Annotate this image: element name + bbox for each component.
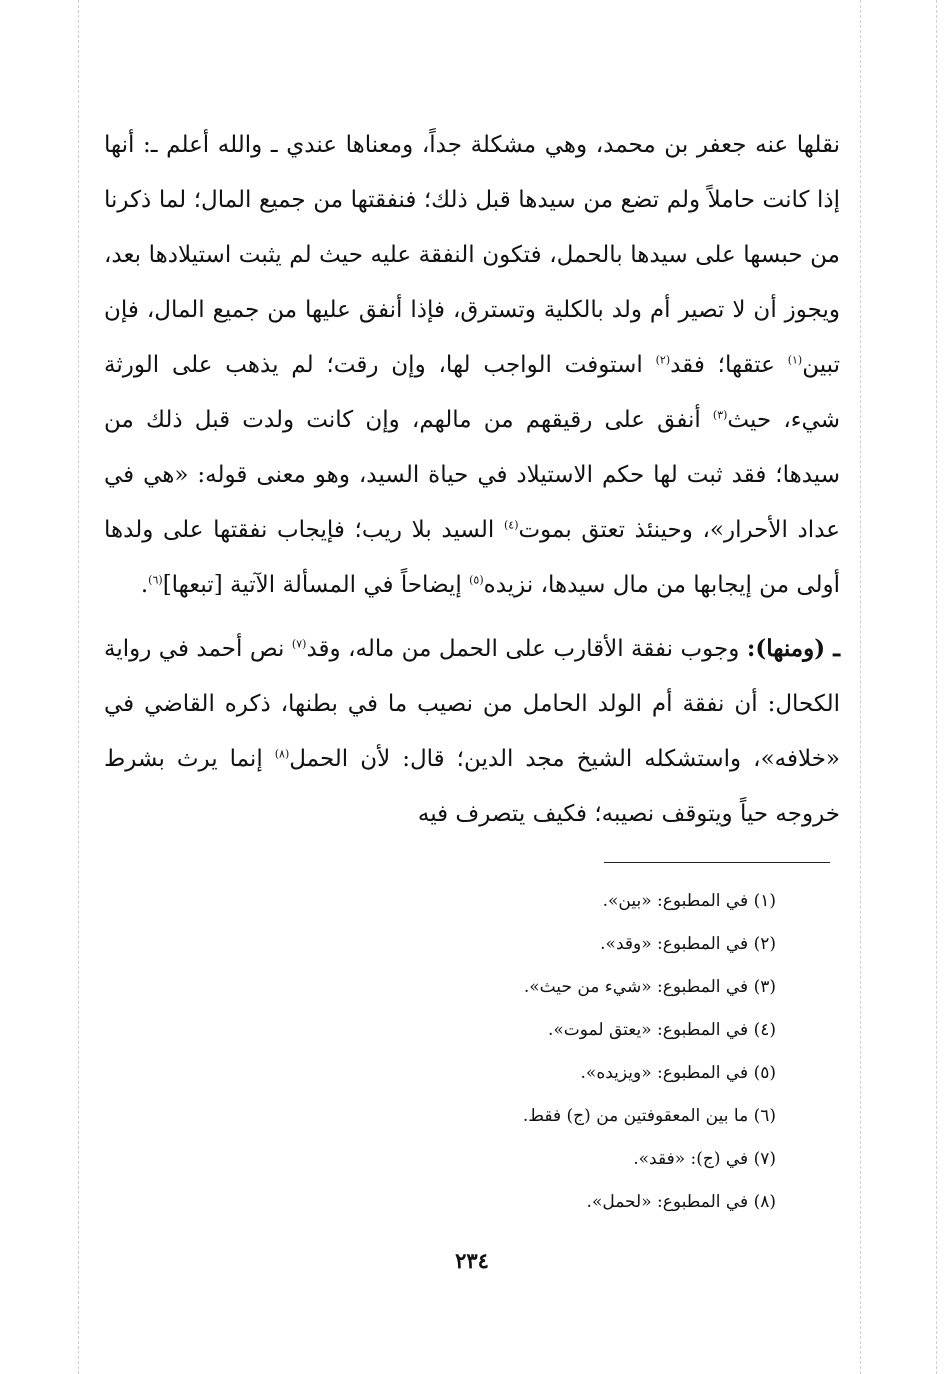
footnote-item: (٣) في المطبوع: «شيء من حيث». <box>523 977 776 997</box>
footnote-item: (٢) في المطبوع: «وقد». <box>600 934 776 954</box>
footnote-ref-7[interactable]: (٧) <box>291 637 307 651</box>
paragraph-1 <box>104 118 840 613</box>
footnote-ref-1[interactable]: (١) <box>787 353 803 367</box>
footnote-item: (٧) في (ج): «فقد». <box>633 1149 776 1169</box>
main-text-block <box>104 118 840 842</box>
text-run: عتقها؛ فقد <box>670 352 788 378</box>
footnote-item: (٤) في المطبوع: «يعتق لموت». <box>547 1020 776 1040</box>
footnote-ref-6[interactable]: (٦) <box>148 573 163 587</box>
text-run: نص أحمد في رواية الكحال: أن نفقة أم الولد الحامل من نصيب ما في بطنها، ذكره القاضي في «خلافه»، واستشكله الشيخ مجد الدين؛ قال: لأن الحمل <box>104 636 840 772</box>
footnote-item: (٥) في المطبوع: «ويزيده». <box>580 1063 776 1083</box>
paragraph-2 <box>104 621 840 842</box>
scan-dotted-line <box>78 0 79 1374</box>
text-run: أنفق على رقيقهم من مالهم، وإن كانت ولدت قبل ذلك من سيدها؛ فقد ثبت لها حكم الاستيلاد في حياة السيد، وهو معنى قوله: «هي في عداد الأحرار»، وحينئذ تعتق بموت <box>104 407 840 543</box>
footnote-ref-8[interactable]: (٨) <box>274 747 290 761</box>
scan-dotted-line <box>936 0 937 1374</box>
text-run: استوفت الواجب لها، وإن رقت؛ لم يذهب على الورثة شيء، حيث <box>104 352 841 433</box>
footnote-divider <box>604 862 830 863</box>
text-run: . <box>140 572 149 598</box>
footnote-item: (٨) في المطبوع: «لحمل». <box>586 1192 776 1212</box>
text-run: السيد بلا ريب؛ فإيجاب نفقتها على ولدها أولى من إيجابها من مال سيدها، نزيده <box>104 517 840 598</box>
footnote-ref-3[interactable]: (٣) <box>712 408 728 422</box>
text-run: إيضاحاً في المسألة الآتية [تبعها] <box>162 572 470 598</box>
text-run: وجوب نفقة الأقارب على الحمل من ماله، وقد <box>306 636 747 662</box>
text-run: نقلها عنه جعفر بن محمد، وهي مشكلة جداً، ومعناها عندي ـ والله أعلم ـ: أنها إذا كانت حاملاً ولم تضع من سيدها قبل ذلك؛ فنفقتها من جميع المال؛ لما ذكرنا من حبسها على سيدها بالحمل، فتكون النفقة عليه حيث لم يثبت استيلادها بعد، ويجوز أن لا تصير أم ولد بالكلية وتسترق، فإذا أنفق عليها من جميع المال، فإن تبين <box>104 132 841 378</box>
footnote-item: (١) في المطبوع: «بين». <box>602 891 776 911</box>
text-run: إنما يرث بشرط خروجه حياً ويتوقف نصيبه؛ فكيف يتصرف فيه <box>104 746 840 827</box>
footnote-item: (٦) ما بين المعقوفتين من (ج) فقط. <box>522 1106 776 1126</box>
footnote-ref-2[interactable]: (٢) <box>655 353 671 367</box>
page-number: ٢٣٤ <box>455 1248 489 1273</box>
footnote-ref-5[interactable]: (٥) <box>469 573 484 587</box>
footnote-ref-4[interactable]: (٤) <box>503 518 519 532</box>
footnotes-list <box>180 880 776 1224</box>
scan-dotted-line <box>860 0 861 1374</box>
paragraph-lead: ـ (ومنها): <box>746 635 840 662</box>
